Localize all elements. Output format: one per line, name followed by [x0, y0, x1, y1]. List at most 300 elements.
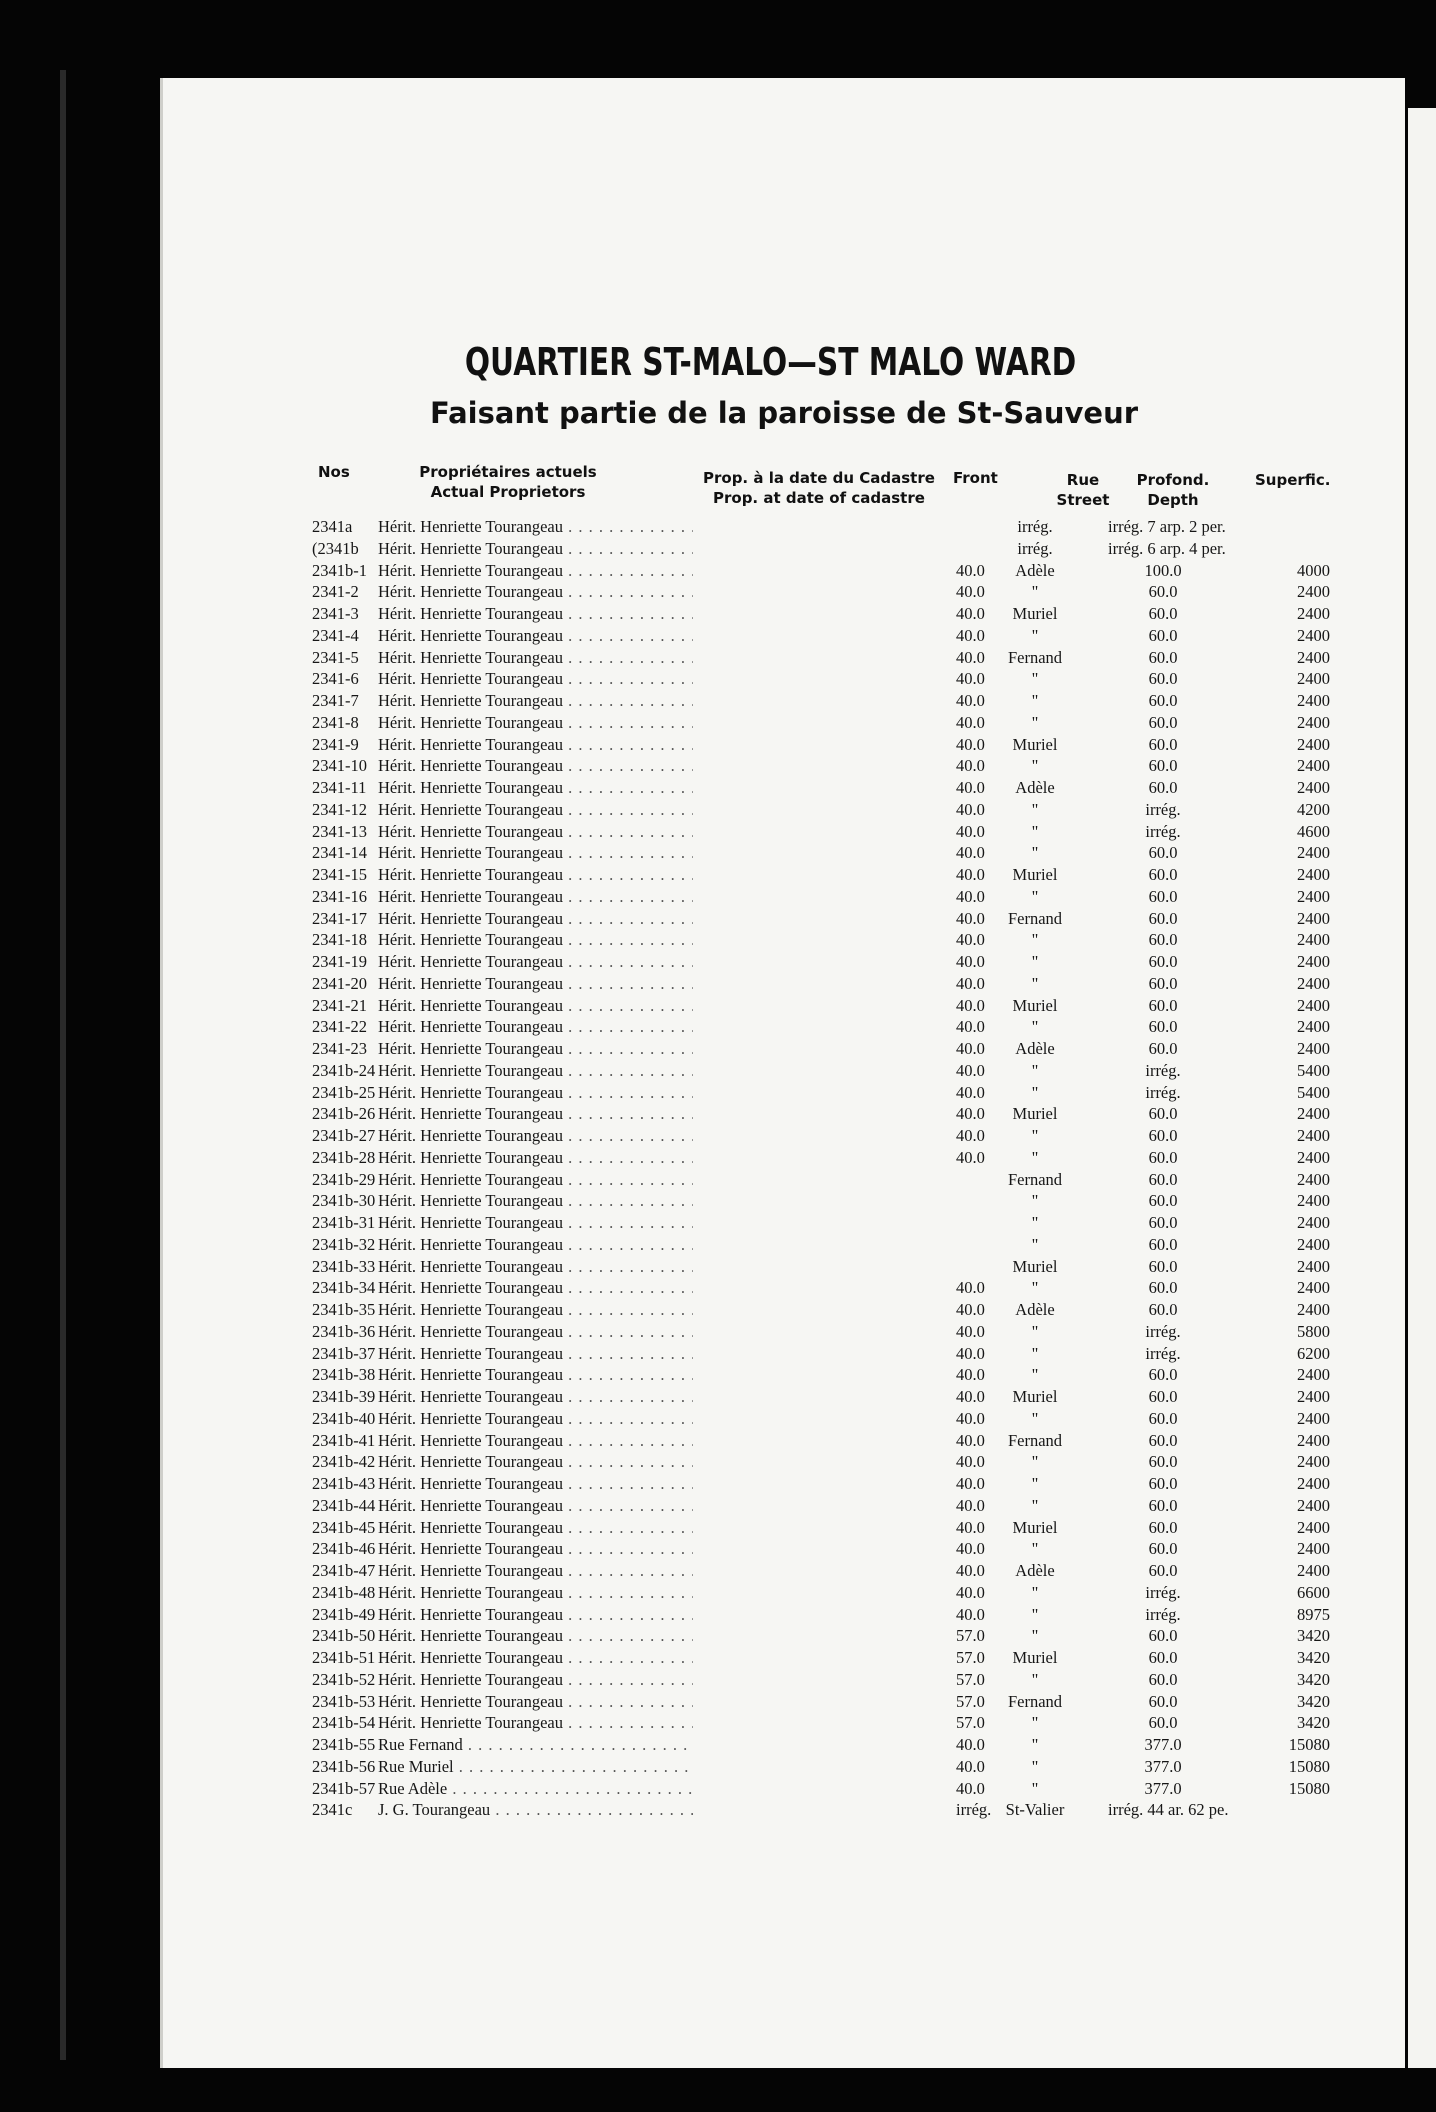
cell-sup: 2400 [1297, 1278, 1330, 1298]
header-rue-fr: Rue [1066, 471, 1100, 489]
cell-depth: 60.0 [1148, 647, 1178, 667]
table-row [0, 647, 1436, 669]
cell-sup: 2400 [1297, 1191, 1330, 1211]
cell-nos: 2341b-56 [312, 1756, 376, 1776]
cell-depth: 60.0 [1148, 691, 1178, 710]
cell-sup: 6200 [1297, 1343, 1330, 1363]
cell-rue: " [1031, 1213, 1039, 1232]
cell-prop: Hérit. Henriette Tourangeau . . . [378, 755, 693, 776]
cell-depth: 60.0 [1148, 756, 1178, 776]
cell-sup: 2400 [1297, 756, 1330, 776]
cell-front: 40.0 [956, 1060, 985, 1080]
table-row [0, 1625, 1436, 1647]
cell-sup: 2400 [1297, 1561, 1330, 1580]
cell-depth: 60.0 [1148, 1017, 1178, 1037]
cell-depth: 60.0 [1148, 1191, 1178, 1211]
header-rue [1043, 470, 1123, 510]
cell-rue: Muriel [1012, 995, 1058, 1015]
table-row [0, 929, 1436, 951]
header-prop-en: Actual Proprietors [430, 483, 586, 501]
cell-depth: 60.0 [1148, 1147, 1178, 1167]
cell-prop: Hérit. Henriette Tourangeau . . . [378, 581, 693, 602]
cell-front: 40.0 [956, 1539, 985, 1559]
cell-depth: 60.0 [1148, 908, 1178, 928]
cell-prop: Hérit. Henriette Tourangeau . . . [378, 1647, 693, 1668]
cell-rue: St-Valier [1005, 1800, 1065, 1820]
cell-rue: " [1031, 712, 1039, 732]
header-proprietaires [413, 462, 603, 502]
cell-sup: 3420 [1297, 1713, 1330, 1733]
cell-rue: " [1031, 1713, 1039, 1733]
cell-rue: " [1031, 1778, 1039, 1798]
cell-rue: Muriel [1012, 1256, 1058, 1276]
cell-sup: 2400 [1297, 1126, 1330, 1145]
table-row [0, 951, 1436, 973]
table-row [0, 1082, 1436, 1104]
cell-sup: 5400 [1297, 1060, 1330, 1080]
cell-prop: Hérit. Henriette Tourangeau . . . [378, 842, 693, 863]
cell-depth: 377.0 [1144, 1778, 1182, 1798]
cell-nos: 2341-12 [312, 799, 367, 819]
cell-prop: Rue Muriel . . . [378, 1756, 693, 1777]
table-row [0, 1321, 1436, 1343]
cell-rue: " [1031, 691, 1039, 710]
cell-prop: Hérit. Henriette Tourangeau . . . [378, 1277, 693, 1298]
cell-prop: Hérit. Henriette Tourangeau . . . [378, 1625, 693, 1646]
cell-nos: 2341-5 [312, 647, 359, 667]
cell-rue: Muriel [1012, 604, 1058, 623]
cell-depth: 377.0 [1144, 1735, 1182, 1754]
cell-prop: Hérit. Henriette Tourangeau . . . [378, 1495, 693, 1516]
cell-prop: Hérit. Henriette Tourangeau . . . [378, 1256, 693, 1277]
table-row [0, 1386, 1436, 1408]
table-row [0, 1364, 1436, 1386]
cell-depth: irrég. [1145, 1604, 1181, 1624]
cell-depth: 60.0 [1148, 995, 1178, 1015]
cell-depth: 60.0 [1148, 1234, 1178, 1254]
table-row [0, 1451, 1436, 1473]
cell-nos: 2341b-47 [312, 1561, 376, 1580]
cell-rue: " [1031, 930, 1039, 950]
table-row [0, 1473, 1436, 1495]
cell-sup: 2400 [1297, 691, 1330, 710]
cell-prop: Hérit. Henriette Tourangeau . . . [378, 1582, 693, 1603]
cell-depth: 60.0 [1148, 625, 1178, 645]
cell-depth: 60.0 [1148, 1495, 1178, 1515]
cell-rue: " [1031, 1082, 1039, 1102]
cell-rue: Adèle [1015, 560, 1055, 580]
table-row [0, 1299, 1436, 1321]
cell-sup: 6600 [1297, 1582, 1330, 1602]
page-subtitle: Faisant partie de la paroisse de St-Sauveur [429, 396, 1139, 430]
table-row [0, 995, 1436, 1017]
cell-rue: " [1031, 1626, 1039, 1646]
cell-nos: 2341b-32 [312, 1234, 376, 1254]
cell-prop: Hérit. Henriette Tourangeau . . . [378, 1538, 693, 1559]
table-row [0, 777, 1436, 799]
cell-depth: 60.0 [1148, 712, 1178, 732]
cell-rue: " [1031, 756, 1039, 776]
cell-prop: Hérit. Henriette Tourangeau . . . [378, 516, 693, 537]
cell-sup: 2400 [1297, 1256, 1330, 1276]
table-row [0, 1125, 1436, 1147]
cell-sup: 4000 [1297, 560, 1330, 580]
cell-rue: Fernand [1007, 908, 1063, 928]
cell-depth: 60.0 [1148, 1300, 1178, 1319]
cell-prop: Hérit. Henriette Tourangeau . . . [378, 973, 693, 994]
cell-depth: 60.0 [1148, 1365, 1178, 1385]
table-row [0, 734, 1436, 756]
cell-depth: irrég. [1145, 1082, 1181, 1102]
cell-prop: Hérit. Henriette Tourangeau . . . [378, 1430, 693, 1451]
cell-depth: 60.0 [1148, 1474, 1178, 1493]
cell-prop: Hérit. Henriette Tourangeau . . . [378, 1473, 693, 1494]
cell-front: 40.0 [956, 1365, 985, 1385]
cell-nos: 2341b-45 [312, 1517, 376, 1537]
cell-sup: 2400 [1297, 1387, 1330, 1406]
cell-sup: 2400 [1297, 908, 1330, 928]
table-row [0, 690, 1436, 712]
cell-prop: Hérit. Henriette Tourangeau . . . [378, 668, 693, 689]
cell-rue: " [1031, 973, 1039, 993]
table-row [0, 886, 1436, 908]
cell-front: 40.0 [956, 1561, 985, 1580]
cell-nos: 2341-15 [312, 865, 367, 884]
cell-nos: 2341b-48 [312, 1582, 376, 1602]
cell-depth: irrég. [1145, 1060, 1181, 1080]
cell-rue: Fernand [1007, 1169, 1063, 1189]
table-row [0, 1408, 1436, 1430]
cell-sup: 2400 [1297, 1474, 1330, 1493]
header-depth: Depth [1147, 491, 1199, 509]
cell-prop: Hérit. Henriette Tourangeau . . . [378, 560, 693, 581]
cell-depth: 60.0 [1148, 973, 1178, 993]
cell-depth: 60.0 [1148, 1169, 1178, 1189]
cell-prop: Hérit. Henriette Tourangeau . . . [378, 1364, 693, 1385]
cell-nos: 2341b-33 [312, 1256, 376, 1276]
cell-sup: 2400 [1297, 1039, 1330, 1058]
cell-prop: Hérit. Henriette Tourangeau . . . [378, 1343, 693, 1364]
cell-rue: Adèle [1015, 1300, 1055, 1319]
cell-sup: 2400 [1297, 734, 1330, 754]
cell-rue: " [1031, 1147, 1039, 1167]
cell-front: 40.0 [956, 604, 985, 623]
cell-rue: Adèle [1015, 1039, 1055, 1058]
table-row [0, 1190, 1436, 1212]
cell-front: 40.0 [956, 1387, 985, 1406]
cell-sup: 2400 [1297, 625, 1330, 645]
cell-prop: Hérit. Henriette Tourangeau . . . [378, 1082, 693, 1103]
cell-sup: 2400 [1297, 973, 1330, 993]
cell-rue: " [1031, 843, 1039, 863]
cell-nos: 2341b-25 [312, 1082, 376, 1102]
table-row [0, 1517, 1436, 1539]
cell-front: 40.0 [956, 1343, 985, 1363]
table-row [0, 538, 1436, 560]
cell-prop: Hérit. Henriette Tourangeau . . . [378, 1712, 693, 1733]
header-cadastre [703, 468, 935, 508]
cell-depth: 60.0 [1148, 1517, 1178, 1537]
cell-front: 40.0 [956, 843, 985, 863]
cell-nos: 2341b-31 [312, 1213, 376, 1232]
cell-front: 40.0 [956, 973, 985, 993]
cell-nos: 2341-21 [312, 995, 367, 1015]
cell-prop: Hérit. Henriette Tourangeau . . . [378, 690, 693, 711]
table-row [0, 1582, 1436, 1604]
table-row [0, 1669, 1436, 1691]
cell-sup: 2400 [1297, 1495, 1330, 1515]
cell-nos: 2341b-57 [312, 1778, 376, 1798]
cell-nos: 2341b-29 [312, 1169, 376, 1189]
cell-sup: 2400 [1297, 886, 1330, 906]
cell-rue: " [1031, 1060, 1039, 1080]
cell-rue: Muriel [1012, 1517, 1058, 1537]
cell-rue: " [1031, 1365, 1039, 1385]
cell-depth: 100.0 [1144, 560, 1182, 580]
table-row [0, 1343, 1436, 1365]
cell-front: 40.0 [956, 778, 985, 797]
cell-prop: Hérit. Henriette Tourangeau . . . [378, 538, 693, 559]
cell-front: 40.0 [956, 647, 985, 667]
cell-prop: Hérit. Henriette Tourangeau . . . [378, 1691, 693, 1712]
table-row [0, 560, 1436, 582]
header-nos: Nos [318, 463, 350, 481]
cell-front: 40.0 [956, 1017, 985, 1037]
cell-front: 40.0 [956, 1735, 985, 1754]
header-cad-en: Prop. at date of cadastre [713, 489, 925, 507]
cell-depth: irrég. [1145, 799, 1181, 819]
header-front: Front [953, 469, 998, 487]
page-title: QUARTIER ST-MALO—ST MALO WARD [464, 340, 1077, 384]
cell-prop: J. G. Tourangeau . . . [378, 1799, 693, 1820]
cell-prop: Hérit. Henriette Tourangeau . . . [378, 799, 693, 820]
cell-rue: Muriel [1012, 1648, 1058, 1667]
cell-nos: 2341b-26 [312, 1104, 376, 1124]
cell-depth: irrég. 44 ar. 62 pe. [1108, 1800, 1229, 1820]
cell-prop: Hérit. Henriette Tourangeau . . . [378, 908, 693, 929]
cell-depth: 60.0 [1148, 604, 1178, 623]
table-row [0, 1778, 1436, 1800]
cell-nos: 2341-6 [312, 669, 359, 689]
cell-sup: 15080 [1288, 1778, 1330, 1798]
cell-sup: 2400 [1297, 712, 1330, 732]
cell-rue: " [1031, 1126, 1039, 1145]
cell-front: 40.0 [956, 1582, 985, 1602]
cell-depth: 60.0 [1148, 1430, 1178, 1450]
cell-sup: 2400 [1297, 647, 1330, 667]
cell-rue: Fernand [1007, 1691, 1063, 1711]
cell-rue: " [1031, 625, 1039, 645]
cell-rue: Muriel [1012, 734, 1058, 754]
cell-rue: " [1031, 821, 1039, 841]
cell-nos: 2341b-43 [312, 1474, 376, 1493]
cell-nos: 2341b-52 [312, 1669, 376, 1689]
cell-sup: 2400 [1297, 1147, 1330, 1167]
header-street: Street [1056, 491, 1110, 509]
table-row [0, 1016, 1436, 1038]
cell-depth: 60.0 [1148, 1039, 1178, 1058]
cell-nos: 2341-20 [312, 973, 367, 993]
cell-sup: 4200 [1297, 799, 1330, 819]
cell-rue: Fernand [1007, 647, 1063, 667]
cell-nos: 2341-18 [312, 930, 367, 950]
cell-depth: irrég. [1145, 1582, 1181, 1602]
cell-rue: " [1031, 799, 1039, 819]
cell-depth: 60.0 [1148, 930, 1178, 950]
cell-prop: Hérit. Henriette Tourangeau . . . [378, 951, 693, 972]
cell-sup: 3420 [1297, 1648, 1330, 1667]
cell-nos: 2341b-36 [312, 1321, 376, 1341]
table-row [0, 864, 1436, 886]
table-row [0, 1256, 1436, 1278]
table-row [0, 1060, 1436, 1082]
table-row [0, 668, 1436, 690]
cell-rue: " [1031, 1669, 1039, 1689]
cell-front: 40.0 [956, 625, 985, 645]
table-row [0, 1038, 1436, 1060]
cell-prop: Hérit. Henriette Tourangeau . . . [378, 1016, 693, 1037]
cell-depth: irrég. [1145, 821, 1181, 841]
cell-prop: Hérit. Henriette Tourangeau . . . [378, 1560, 693, 1581]
cell-sup: 2400 [1297, 582, 1330, 602]
table-row [0, 1691, 1436, 1713]
cell-nos: 2341b-41 [312, 1430, 376, 1450]
cell-sup: 2400 [1297, 1430, 1330, 1450]
cell-prop: Hérit. Henriette Tourangeau . . . [378, 1169, 693, 1190]
cell-prop: Hérit. Henriette Tourangeau . . . [378, 1451, 693, 1472]
cell-nos: 2341b-42 [312, 1452, 376, 1472]
cell-depth: irrég. 6 arp. 4 per. [1108, 538, 1226, 558]
cell-front: 40.0 [956, 995, 985, 1015]
cell-front: 40.0 [956, 1039, 985, 1058]
cell-nos: 2341b-1 [312, 560, 367, 580]
cell-front: 40.0 [956, 865, 985, 884]
cell-front: 40.0 [956, 799, 985, 819]
table-row [0, 1169, 1436, 1191]
cell-nos: 2341-17 [312, 908, 367, 928]
cell-front: 40.0 [956, 821, 985, 841]
cell-sup: 5400 [1297, 1082, 1330, 1102]
cell-rue: " [1031, 1582, 1039, 1602]
cell-depth: 60.0 [1148, 1713, 1178, 1733]
cell-sup: 2400 [1297, 1300, 1330, 1319]
cell-nos: 2341b-24 [312, 1060, 376, 1080]
cell-nos: 2341-11 [312, 778, 367, 797]
cell-depth: 60.0 [1148, 886, 1178, 906]
cell-prop: Hérit. Henriette Tourangeau . . . [378, 1125, 693, 1146]
cell-depth: 60.0 [1148, 1213, 1178, 1232]
cell-nos: 2341b-49 [312, 1604, 376, 1624]
cell-front: 40.0 [956, 582, 985, 602]
table-row [0, 1277, 1436, 1299]
cell-rue: irrég. [1017, 538, 1053, 558]
cell-prop: Rue Fernand . . . [378, 1734, 693, 1755]
cell-front: 40.0 [956, 734, 985, 754]
cell-depth: 60.0 [1148, 669, 1178, 689]
cell-depth: 60.0 [1148, 1539, 1178, 1559]
cell-depth: 60.0 [1148, 1126, 1178, 1145]
table-row [0, 1734, 1436, 1756]
cell-sup: 3420 [1297, 1691, 1330, 1711]
table-row [0, 973, 1436, 995]
cell-front: 40.0 [956, 952, 985, 971]
cell-front: 40.0 [956, 1517, 985, 1537]
cell-nos: 2341b-55 [312, 1735, 376, 1754]
cell-depth: 60.0 [1148, 952, 1178, 971]
cell-sup: 2400 [1297, 1452, 1330, 1472]
cell-sup: 2400 [1297, 865, 1330, 884]
cell-sup: 2400 [1297, 1104, 1330, 1124]
cell-depth: 60.0 [1148, 1278, 1178, 1298]
cell-prop: Hérit. Henriette Tourangeau . . . [378, 1190, 693, 1211]
cell-prop: Rue Adèle . . . [378, 1778, 693, 1799]
cell-depth: 60.0 [1148, 1626, 1178, 1646]
cell-sup: 2400 [1297, 1408, 1330, 1428]
cell-rue: " [1031, 669, 1039, 689]
cell-prop: Hérit. Henriette Tourangeau . . . [378, 1234, 693, 1255]
cell-prop: Hérit. Henriette Tourangeau . . . [378, 1517, 693, 1538]
cell-sup: 2400 [1297, 669, 1330, 689]
cell-front: 40.0 [956, 1300, 985, 1319]
table-row [0, 625, 1436, 647]
table-row [0, 1604, 1436, 1626]
cell-front: 40.0 [956, 1495, 985, 1515]
cell-depth: 60.0 [1148, 734, 1178, 754]
cell-nos: (2341b [312, 538, 359, 558]
cell-front: 40.0 [956, 1321, 985, 1341]
table-row [0, 1538, 1436, 1560]
cell-rue: " [1031, 1735, 1039, 1754]
cell-sup: 2400 [1297, 1213, 1330, 1232]
cell-sup: 5800 [1297, 1321, 1330, 1341]
table-row [0, 1647, 1436, 1669]
cell-rue: " [1031, 1539, 1039, 1559]
cell-prop: Hérit. Henriette Tourangeau . . . [378, 712, 693, 733]
cell-nos: 2341c [312, 1800, 353, 1820]
cell-sup: 2400 [1297, 930, 1330, 950]
cell-depth: 60.0 [1148, 1387, 1178, 1406]
cell-prop: Hérit. Henriette Tourangeau . . . [378, 1408, 693, 1429]
table-row [0, 1212, 1436, 1234]
table-row [0, 1234, 1436, 1256]
cell-rue: " [1031, 1191, 1039, 1211]
cell-rue: Adèle [1015, 778, 1055, 797]
cell-front: 57.0 [956, 1648, 985, 1667]
table-row [0, 603, 1436, 625]
cell-depth: irrég. [1145, 1343, 1181, 1363]
cell-nos: 2341-16 [312, 886, 367, 906]
cell-depth: 377.0 [1144, 1756, 1182, 1776]
cell-front: 40.0 [956, 712, 985, 732]
table-row [0, 1147, 1436, 1169]
cell-nos: 2341-3 [312, 604, 359, 623]
cell-nos: 2341b-44 [312, 1495, 376, 1515]
cell-nos: 2341b-30 [312, 1191, 376, 1211]
cell-sup: 2400 [1297, 1539, 1330, 1559]
cell-sup: 2400 [1297, 1517, 1330, 1537]
cell-prop: Hérit. Henriette Tourangeau . . . [378, 995, 693, 1016]
cell-front: 40.0 [956, 1474, 985, 1493]
cell-front: 40.0 [956, 1147, 985, 1167]
cell-depth: 60.0 [1148, 582, 1178, 602]
cell-front: 40.0 [956, 1082, 985, 1102]
header-cad-fr: Prop. à la date du Cadastre [703, 469, 935, 487]
cell-front: 40.0 [956, 1604, 985, 1624]
cell-nos: 2341-13 [312, 821, 367, 841]
cell-front: 40.0 [956, 560, 985, 580]
cell-front: 57.0 [956, 1669, 985, 1689]
cell-sup: 2400 [1297, 952, 1330, 971]
